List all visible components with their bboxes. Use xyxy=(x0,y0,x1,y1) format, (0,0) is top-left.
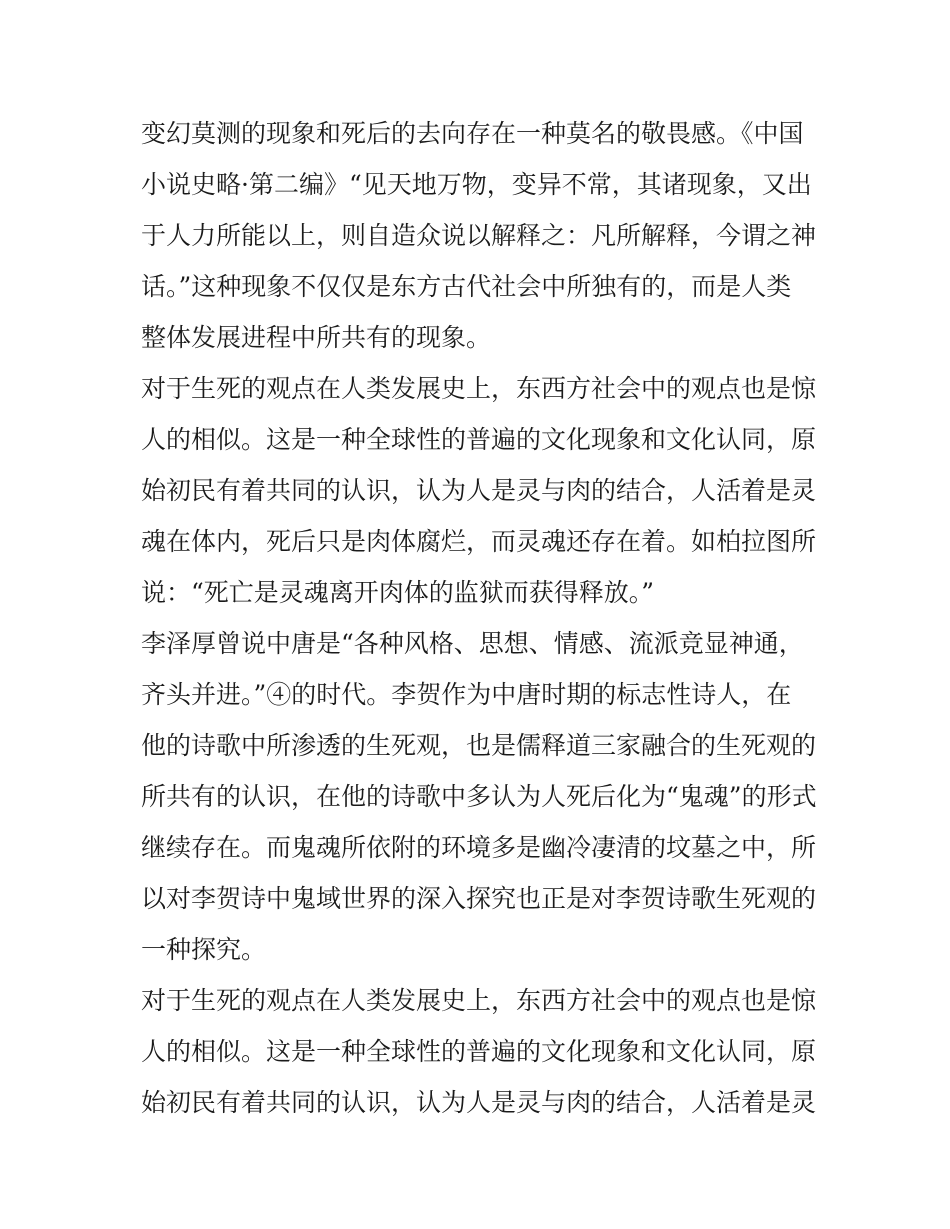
text-line: 以对李贺诗中鬼域世界的深入探究也正是对李贺诗歌生死观的 xyxy=(141,884,817,913)
text-line: 人的相似。这是一种全球性的普遍的文化现象和文化认同，原 xyxy=(141,425,817,454)
text-line: 说：“死亡是灵魂离开肉体的监狱而获得释放。” xyxy=(141,578,655,607)
text-line: 一种探究。 xyxy=(141,935,267,964)
text-line: 于人力所能以上，则自造众说以解释之：凡所解释，今谓之神 xyxy=(141,221,817,250)
text-line: 话。”这种现象不仅仅是东方古代社会中所独有的，而是人类 xyxy=(141,272,792,301)
text-line: 对于生死的观点在人类发展史上，东西方社会中的观点也是惊 xyxy=(141,986,817,1015)
text-line: 小说史略·第二编》“见天地万物，变异不常，其诸现象，又出 xyxy=(141,170,812,199)
text-line: 李泽厚曾说中唐是“各种风格、思想、情感、流派竞显神通， xyxy=(141,629,804,658)
text-line: 他的诗歌中所渗透的生死观，也是儒释道三家融合的生死观的 xyxy=(141,731,817,760)
text-line: 齐头并进。”④的时代。李贺作为中唐时期的标志性诗人，在 xyxy=(141,680,792,709)
text-line: 对于生死的观点在人类发展史上，东西方社会中的观点也是惊 xyxy=(141,374,817,403)
text-line: 所共有的认识，在他的诗歌中多认为人死后化为“鬼魂”的形式 xyxy=(141,782,817,811)
text-line: 始初民有着共同的认识，认为人是灵与肉的结合，人活着是灵 xyxy=(141,476,817,505)
text-line: 变幻莫测的现象和死后的去向存在一种莫名的敬畏感。《中国 xyxy=(141,119,804,148)
body-text xyxy=(141,108,821,1128)
text-line: 始初民有着共同的认识，认为人是灵与肉的结合，人活着是灵 xyxy=(141,1088,817,1117)
text-line: 继续存在。而鬼魂所依附的环境多是幽冷凄清的坟墓之中，所 xyxy=(141,833,817,862)
text-line: 人的相似。这是一种全球性的普遍的文化现象和文化认同，原 xyxy=(141,1037,817,1066)
text-line: 整体发展进程中所共有的现象。 xyxy=(141,323,492,352)
text-line: 魂在体内，死后只是肉体腐烂，而灵魂还存在着。如柏拉图所 xyxy=(141,527,817,556)
